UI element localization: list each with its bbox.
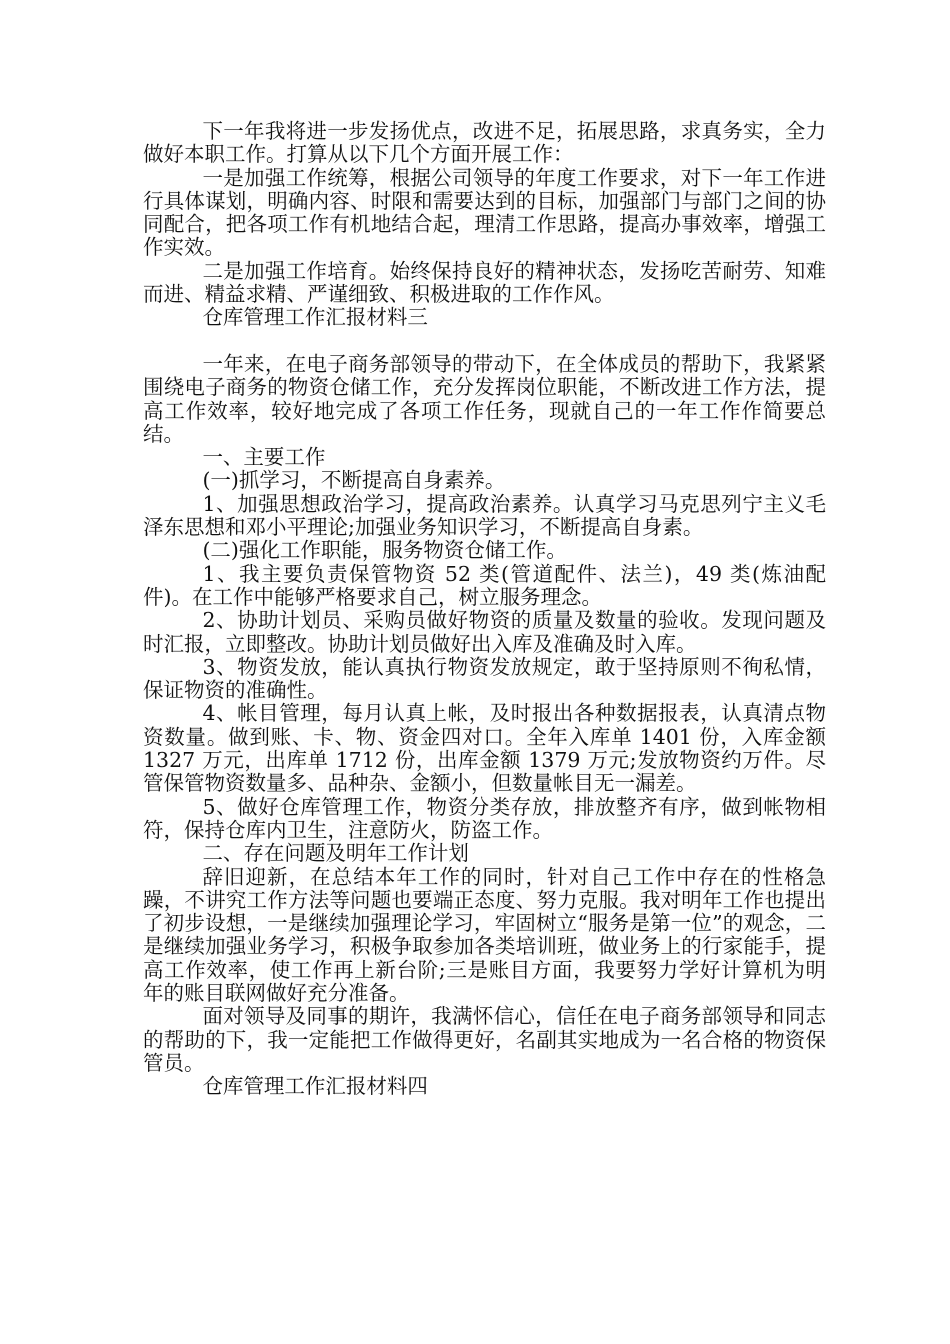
paragraph-problems: 辞旧迎新，在总结本年工作的同时，针对自己工作中存在的性格急躁，不讲究工作方法等问题也要端正态度、努力克服。我对明年工作也提出了初步设想，一是继续加强理论学习，牢固树立“服务是第一位”的观念，二是继续加强业务学习，积极争取参加各类培训班，做业务上的行家能手，提高工作效率，使工作再上新台阶;三是账目方面，我要努力学好计算机为明年的账目联网做好充分准备。 — [143, 864, 826, 1005]
paragraph-duty-item-2: 2、协助计划员、采购员做好物资的质量及数量的验收。发现问题及时汇报，立即整改。协助计划员做好出入库及准确及时入库。 — [143, 608, 826, 656]
paragraph-plan-two: 二是加强工作培育。始终保持良好的精神状态，发扬吃苦耐劳、知难而进、精益求精、严谨细致、积极进取的工作作风。 — [143, 258, 826, 307]
blank-line — [143, 330, 826, 353]
paragraph-closing: 面对领导及同事的期许，我满怀信心，信任在电子商务部领导和同志的帮助的下，我一定能把工作做得更好，名副其实地成为一名合格的物资保管员。 — [143, 1004, 826, 1075]
paragraph-duty-item-1: 1、我主要负责保管物资 52 类(管道配件、法兰)，49 类(炼油配件)。在工作中能够严格要求自己，树立服务理念。 — [143, 561, 826, 609]
paragraph-duty-item-5: 5、做好仓库管理工作，物资分类存放，排放整齐有序，做到帐物相符，保持仓库内卫生，注意防火，防盗工作。 — [143, 794, 826, 842]
section-title-three: 仓库管理工作汇报材料三 — [202, 305, 428, 330]
paragraph-duty-item-3: 3、物资发放，能认真执行物资发放规定，敢于坚持原则不徇私情，保证物资的准确性。 — [143, 654, 826, 703]
paragraph-summary-intro: 一年来，在电子商务部领导的带动下，在全体成员的帮助下，我紧紧围绕电子商务的物资仓储工作，充分发挥岗位职能，不断改进工作方法，提高工作效率，较好地完成了各项工作任务，现就自己的一年工作作简要总结。 — [143, 351, 826, 446]
subheading-duties: (二)强化工作职能，服务物资仓储工作。 — [202, 538, 567, 563]
paragraph-duty-item-4: 4、帐目管理，每月认真上帐，及时报出各种数据报表，认真清点物资数量。做到账、卡、物、资金四对口。全年入库单 1401 份，入库金额 1327 万元，出库单 1712 份，出库金额 1379 万元;发放物资约万件。尽管保管物资数量多、品种杂、金额小，但数量帐目无一漏差。 — [143, 701, 826, 796]
paragraph-plan-one: 一是加强工作统筹，根据公司领导的年度工作要求，对下一年工作进行具体谋划，明确内容、时限和需要达到的目标，加强部门与部门之间的协同配合，把各项工作有机地结合起，理清工作思路，提高办事效率，增强工作实效。 — [143, 165, 826, 260]
subheading-study: (一)抓学习，不断提高自身素养。 — [202, 468, 506, 493]
subheading-problems-plan: 二、存在问题及明年工作计划 — [202, 841, 469, 866]
paragraph-plan-intro: 下一年我将进一步发扬优点，改进不足，拓展思路，求真务实，全力做好本职工作。打算从以下几个方面开展工作： — [143, 119, 826, 167]
section-title-four: 仓库管理工作汇报材料四 — [202, 1074, 428, 1099]
paragraph-study-item-1: 1、加强思想政治学习，提高政治素养。认真学习马克思列宁主义毛泽东思想和邓小平理论;加强业务知识学习，不断提高自身素。 — [143, 491, 826, 540]
document-body — [143, 120, 826, 1098]
subheading-main-work: 一、主要工作 — [202, 445, 326, 470]
